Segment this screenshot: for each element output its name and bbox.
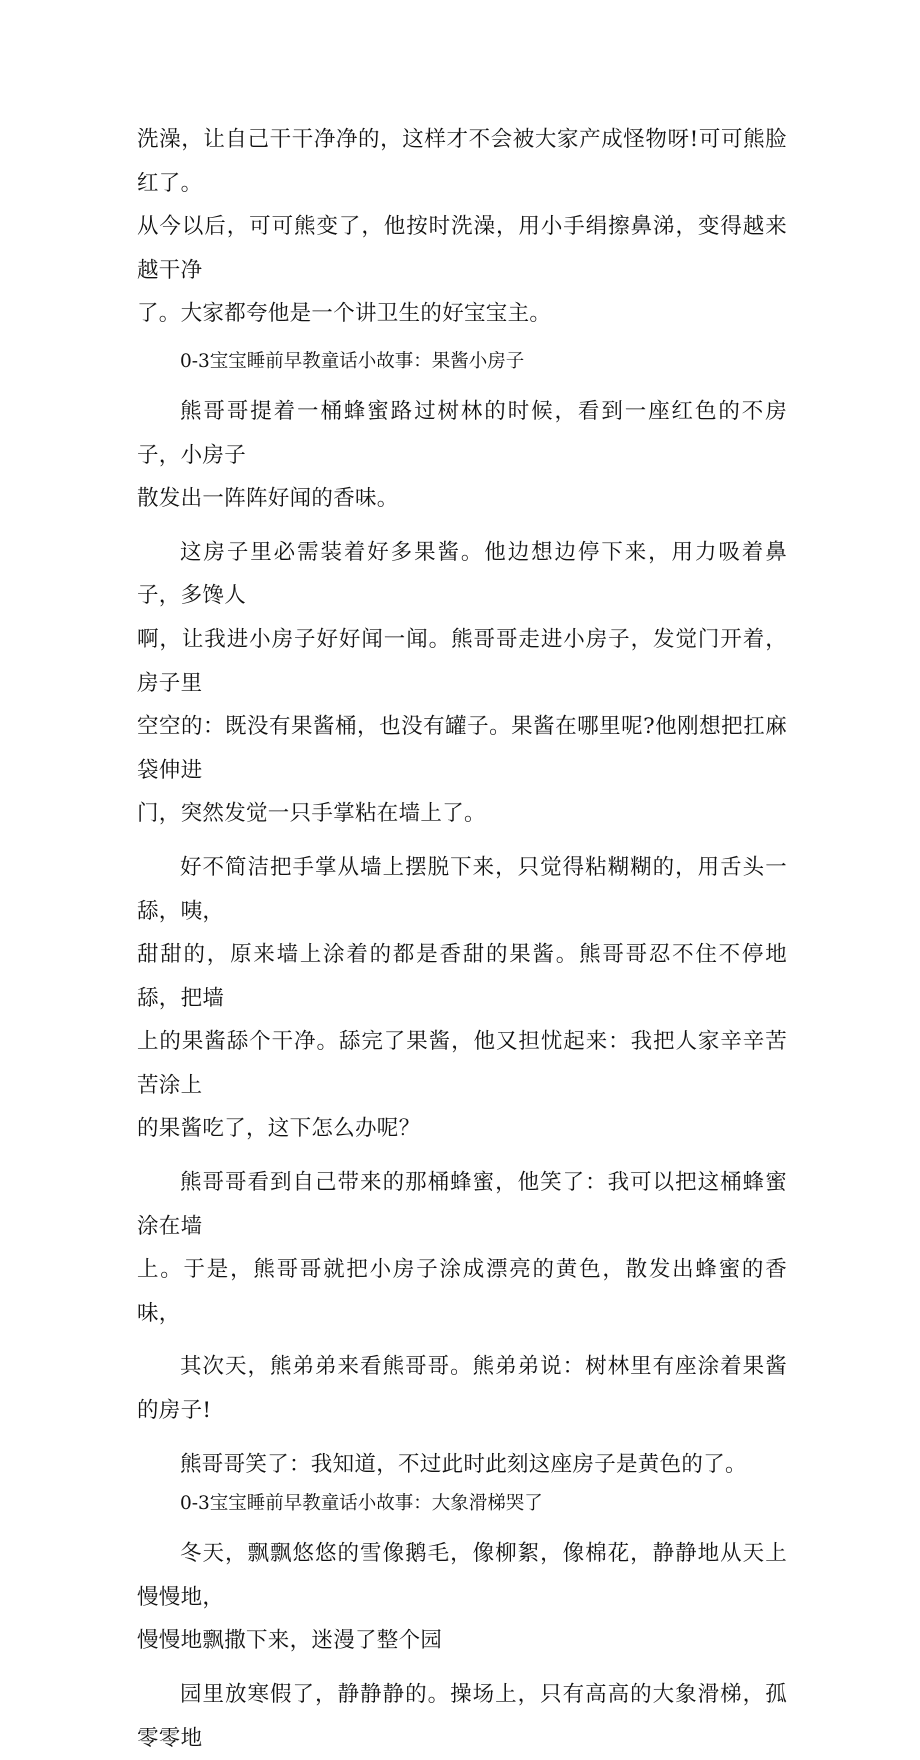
text-line: 门，突然发觉一只手掌粘在墙上了。 xyxy=(137,801,486,827)
text-line: 其次天，熊弟弟来看熊哥哥。熊弟弟说：树林里有座涂着果酱的房子! xyxy=(137,1354,787,1424)
text-line: 啊，让我进小房子好好闻一闻。熊哥哥走进小房子，发觉门开着，房子里 xyxy=(137,626,787,696)
text-line: 熊哥哥提着一桶蜂蜜路过树林的时候，看到一座红色的不房子，小房子 xyxy=(137,398,787,468)
paragraph xyxy=(137,846,787,1151)
paragraph xyxy=(137,1532,787,1663)
text-line: 空空的：既没有果酱桶，也没有罐子。果酱在哪里呢?他刚想把扛麻袋伸进 xyxy=(137,714,787,783)
document-page xyxy=(137,118,787,1760)
text-line: 熊哥哥看到自己带来的那桶蜂蜜，他笑了：我可以把这桶蜂蜜涂在墙 xyxy=(137,1170,787,1239)
text-line: 熊哥哥笑了：我知道，不过此时此刻这座房子是黄色的了。 xyxy=(180,1451,747,1477)
section-heading: 0-3宝宝睡前早教童话小故事：大象滑梯哭了 xyxy=(180,1493,543,1515)
paragraph xyxy=(137,1673,787,1760)
paragraph xyxy=(137,531,787,836)
paragraph xyxy=(137,390,787,521)
text-line: 的果酱吃了，这下怎么办呢？ xyxy=(137,1116,421,1142)
text-line: 从今以后，可可熊变了，他按时洗澡，用小手绢擦鼻涕，变得越来越干净 xyxy=(137,214,787,283)
text-line: 这房子里必需装着好多果酱。他边想边停下来，用力吸着鼻子，多馋人 xyxy=(137,539,787,609)
text-line: 了。大家都夸他是一个讲卫生的好宝宝主。 xyxy=(137,301,552,327)
text-line: 上的果酱舔个干净。舔完了果酱，他又担忧起来：我把人家辛辛苦苦涂上 xyxy=(137,1029,787,1098)
text-line: 甜甜的，原来墙上涂着的都是香甜的果酱。熊哥哥忍不住不停地舔，把墙 xyxy=(137,942,787,1011)
text-line: 散发出一阵阵好闻的香味。 xyxy=(137,486,399,512)
text-line: 上。于是，熊哥哥就把小房子涂成漂亮的黄色，散发出蜂蜜的香味， xyxy=(137,1257,787,1326)
paragraph xyxy=(137,118,787,336)
paragraph xyxy=(137,1443,787,1487)
text-line: 园里放寒假了，静静静的。操场上，只有高高的大象滑梯，孤零零地 xyxy=(137,1682,787,1751)
text-line: 慢慢地飘撒下来，迷漫了整个园 xyxy=(137,1628,443,1654)
paragraph xyxy=(137,1161,787,1335)
section-heading: 0-3宝宝睡前早教童话小故事：果酱小房子 xyxy=(180,350,525,372)
text-line: 好不简洁把手掌从墙上摆脱下来，只觉得粘糊糊的，用舌头一舔，咦， xyxy=(137,854,787,924)
text-line: 冬天，飘飘悠悠的雪像鹅毛，像柳絮，像棉花，静静地从天上慢慢地， xyxy=(137,1541,787,1610)
paragraph xyxy=(137,1345,787,1432)
text-line: 洗澡，让自己干干净净的，这样才不会被大家产成怪物呀!可可熊脸红了。 xyxy=(137,127,787,196)
